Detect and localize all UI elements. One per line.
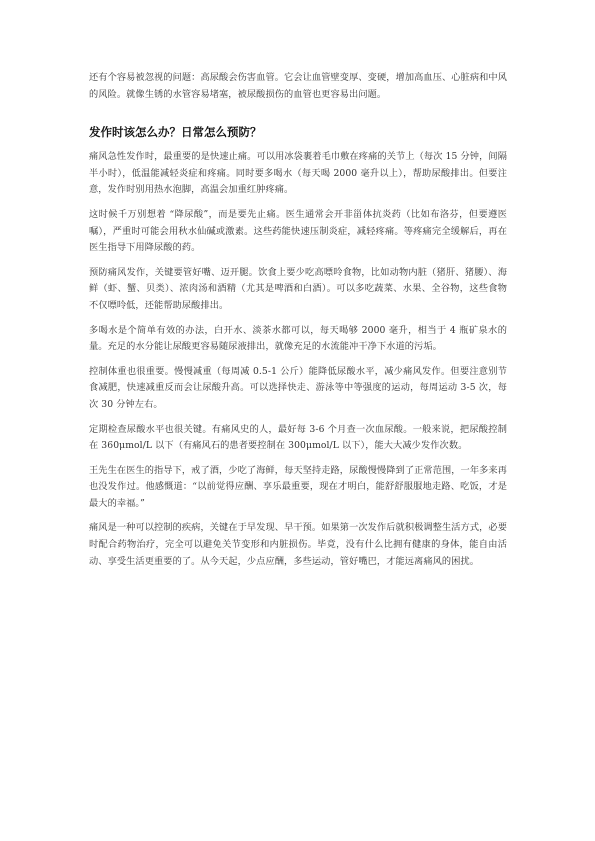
section-heading: 发作时该怎么办？日常怎么预防？: [89, 125, 262, 140]
paragraph-water: 多喝水是个简单有效的办法，白开水、淡茶水都可以，每天喝够 2000 毫升，相当于 4 瓶矿泉水的量。充足的水分能让尿酸更容易随尿液排出，就像充足的水流能冲干净下水道的污垢。: [89, 324, 507, 353]
paragraph-weight: 控制体重也很重要。慢慢减重（每周减 0.5-1 公斤）能降低尿酸水平，减少痛风发作。但要注意别节食减肥，快速减重反而会让尿酸升高。可以选择快走、游泳等中等强度的运动，每周运动 3-5 次，每次 30 分钟左右。: [89, 365, 507, 410]
paragraph-checkup: 定期检查尿酸水平也很关键。有痛风史的人，最好每 3-6 个月查一次血尿酸。一般来说，把尿酸控制在 360μmol/L 以下（有痛风石的患者要控制在 300μmol/L 以下），能大大减少发作次数。: [89, 423, 507, 452]
intro-paragraph: 还有个容易被忽视的问题：高尿酸会伤害血管。它会让血管壁变厚、变硬，增加高血压、心脏病和中风的风险。就像生锈的水管容易堵塞，被尿酸损伤的血管也更容易出问题。: [89, 72, 507, 100]
document-body: [89, 70, 507, 578]
paragraph-acute-relief: 痛风急性发作时，最重要的是快速止痛。可以用冰袋裹着毛巾敷在疼痛的关节上（每次 15 分钟，间隔半小时），低温能减轻炎症和疼痛。同时要多喝水（每天喝 2000 毫升以上），帮助尿酸排出。但要注意，发作时别用热水泡脚，高温会加重红肿疼痛。: [89, 151, 507, 196]
paragraph-diet: 预防痛风发作，关键要管好嘴、迈开腿。饮食上要少吃高嘌呤食物，比如动物内脏（猪肝、猪腰）、海鲜（虾、蟹、贝类）、浓肉汤和酒精（尤其是啤酒和白酒）。可以多吃蔬菜、水果、全谷物，这些食物不仅嘌呤低，还能帮助尿酸排出。: [89, 266, 507, 311]
paragraph-conclusion: 痛风是一种可以控制的疾病，关键在于早发现、早干预。如果第一次发作后就积极调整生活方式，必要时配合药物治疗，完全可以避免关节变形和内脏损伤。毕竟，没有什么比拥有健康的身体，能自由活动、享受生活更重要的了。从今天起，少点应酬，多些运动，管好嘴巴，才能远离痛风的困扰。: [89, 522, 507, 567]
paragraph-medication: 这时候千万别想着 “降尿酸”，而是要先止痛。医生通常会开非甾体抗炎药（比如布洛芬，但要遵医嘱），严重时可能会用秋水仙碱或激素。这些药能快速压制炎症，减轻疼痛。等疼痛完全缓解后，再在医生指导下用降尿酸的药。: [89, 208, 507, 254]
paragraph-case-story: 王先生在医生的指导下，戒了酒，少吃了海鲜，每天坚持走路，尿酸慢慢降到了正常范围，一年多来再也没发作过。他感慨道：“以前觉得应酬、享乐最重要，现在才明白，能舒舒服服地走路、吃饭，才是最大的幸福。”: [89, 464, 507, 509]
